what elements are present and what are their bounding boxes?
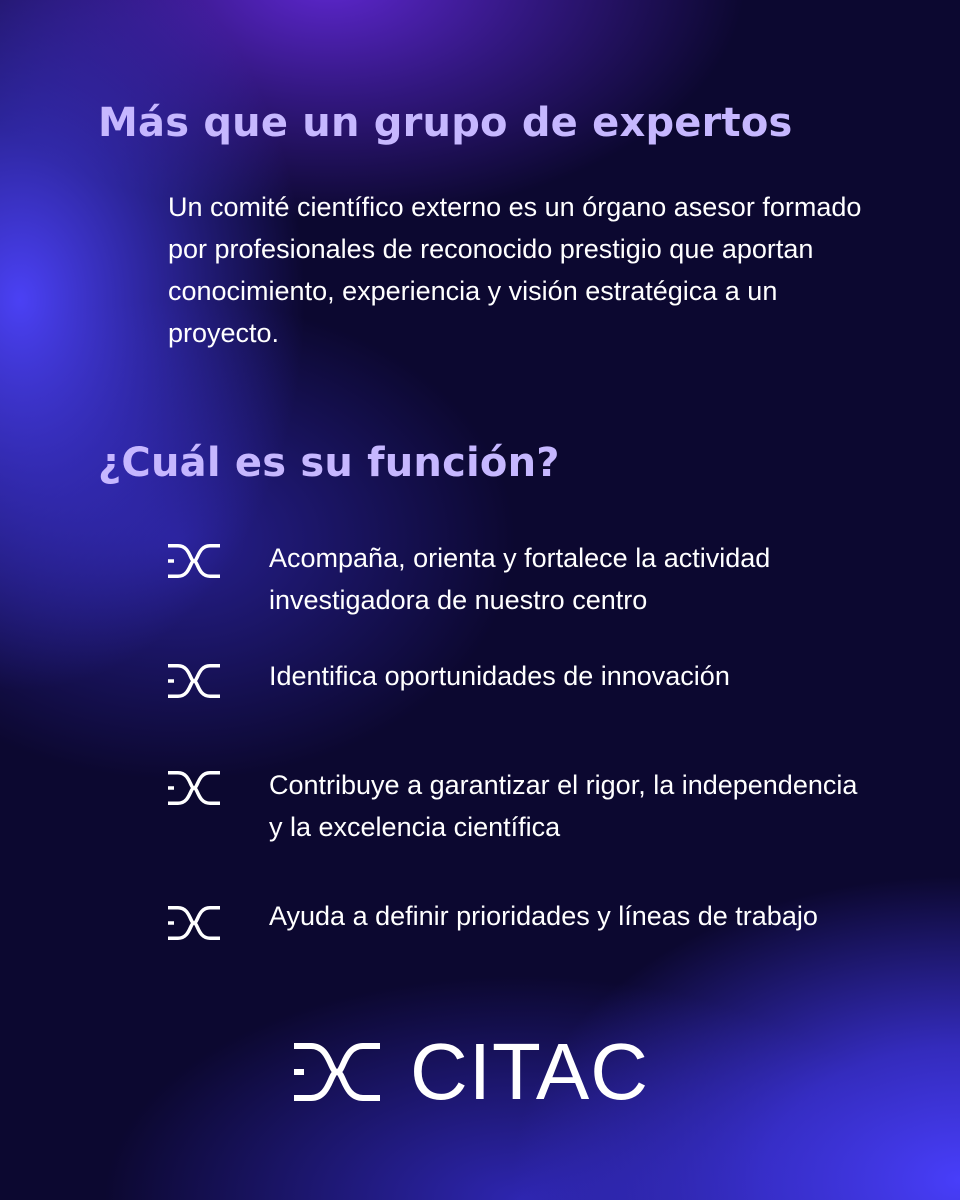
function-title: ¿Cuál es su función? <box>98 440 560 486</box>
brand-name: CITAC <box>410 1027 650 1116</box>
list-item-text: Ayuda a definir prioridades y líneas de trabajo <box>269 901 818 931</box>
about-title: Más que un grupo de expertos <box>98 100 793 146</box>
citac-logo-icon <box>294 1042 380 1102</box>
citac-x-icon <box>168 663 220 699</box>
brand-logo <box>294 1027 714 1120</box>
list-item-text: Acompaña, orienta y fortalece la actividad investigadora de nuestro centro <box>269 543 771 615</box>
list-item-text: Contribuye a garantizar el rigor, la independencia y la excelencia científica <box>269 770 858 842</box>
about-description: Un comité científico externo es un órgano asesor formado por profesionales de reconocido prestigio que aportan conocimiento, experiencia y visión estratégica a un proyecto. <box>168 192 862 348</box>
list-item-text: Identifica oportunidades de innovación <box>269 661 730 691</box>
citac-x-icon <box>168 770 220 806</box>
citac-x-icon <box>168 543 220 579</box>
citac-x-icon <box>168 905 220 941</box>
